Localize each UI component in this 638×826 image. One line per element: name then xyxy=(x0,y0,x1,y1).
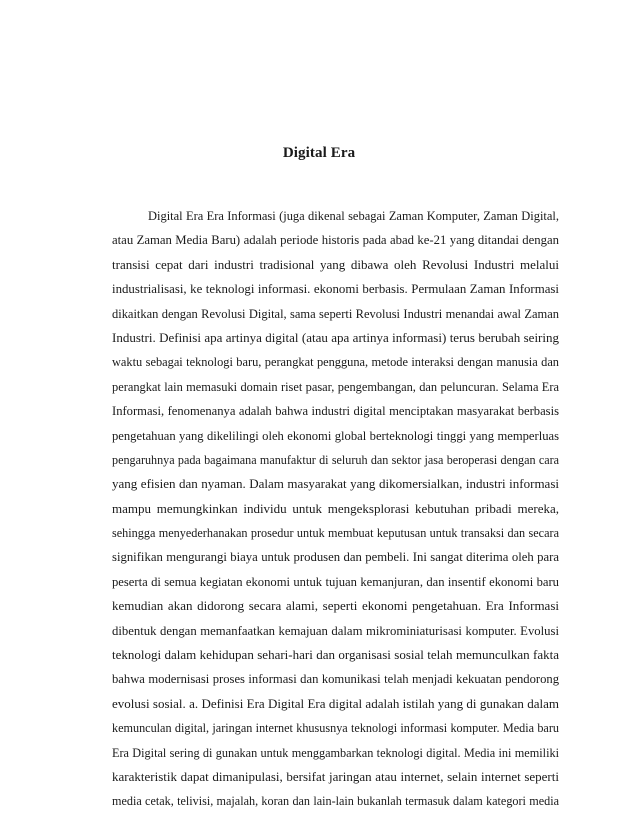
paragraph-line: media cetak, telivisi, majalah, koran dan lain-lain bukanlah termasuk dalam kategori media xyxy=(112,794,559,809)
paragraph-line: waktu sebagai teknologi baru, perangkat pengguna, metode interaksi dengan manusia dan xyxy=(112,355,559,370)
paragraph-line: evolusi sosial. a. Definisi Era Digital Era digital adalah istilah yang di gunakan dalam xyxy=(112,695,559,711)
paragraph-line: pengaruhnya pada bagaimana manufaktur di seluruh dan sektor jasa beroperasi dengan cara xyxy=(112,452,559,467)
paragraph-line: Era Digital sering di gunakan untuk menggambarkan teknologi digital. Media ini memiliki xyxy=(112,745,559,760)
document-title: Digital Era xyxy=(282,145,356,161)
paragraph-line: karakteristik dapat dimanipulasi, bersifat jaringan atau internet, selain internet seperti xyxy=(112,768,559,784)
paragraph-line: teknologi dalam kehidupan sehari-hari dan organisasi sosial telah memunculkan fakta xyxy=(112,647,559,663)
paragraph-line: sehingga menyederhanakan prosedur untuk membuat keputusan untuk transaksi dan secara xyxy=(112,526,559,541)
paragraph-line: industrialisasi, ke teknologi informasi. ekonomi berbasis. Permulaan Zaman Informasi xyxy=(112,282,559,297)
paragraph-line: pengetahuan yang dikelilingi oleh ekonomi global berteknologi tinggi yang memperluas xyxy=(112,428,559,443)
document-body xyxy=(112,204,559,814)
paragraph-line: bahwa modernisasi proses informasi dan komunikasi telah menjadi kekuatan pendorong xyxy=(112,672,559,687)
paragraph-line: dikaitkan dengan Revolusi Digital, sama seperti Revolusi Industri menandai awal Zaman xyxy=(112,306,559,321)
paragraph-line: transisi cepat dari industri tradisional yang dibawa oleh Revolusi Industri melalui xyxy=(112,256,559,272)
paragraph-line: Informasi, fenomenanya adalah bahwa industri digital menciptakan masyarakat berbasis xyxy=(112,404,559,419)
paragraph-line: signifikan mengurangi biaya untuk produsen dan pembeli. Ini sangat diterima oleh para xyxy=(112,550,559,565)
paragraph-line: Industri. Definisi apa artinya digital (atau apa artinya informasi) terus berubah seiring xyxy=(112,329,559,345)
paragraph-line: atau Zaman Media Baru) adalah periode historis pada abad ke-21 yang ditandai dengan xyxy=(112,233,559,248)
paragraph-line: perangkat lain memasuki domain riset pasar, pengembangan, dan peluncuran. Selama Era xyxy=(112,379,559,394)
paragraph-line: kemunculan digital, jaringan internet khususnya teknologi informasi komputer. Media baru xyxy=(112,721,559,736)
paragraph-line: peserta di semua kegiatan ekonomi untuk tujuan kemanjuran, dan insentif ekonomi baru xyxy=(112,574,559,589)
paragraph-line: yang efisien dan nyaman. Dalam masyarakat yang dikomersialkan, industri informasi xyxy=(112,476,559,492)
paragraph-line: mampu memungkinkan individu untuk mengeksplorasi kebutuhan pribadi mereka, xyxy=(112,500,559,516)
paragraph-line: dibentuk dengan memanfaatkan kemajuan dalam mikrominiaturisasi komputer. Evolusi xyxy=(112,623,559,638)
paragraph-line: kemudian akan didorong secara alami, seperti ekonomi pengetahuan. Era Informasi xyxy=(112,598,559,614)
paragraph-line: Digital Era Era Informasi (juga dikenal sebagai Zaman Komputer, Zaman Digital, xyxy=(148,209,559,223)
